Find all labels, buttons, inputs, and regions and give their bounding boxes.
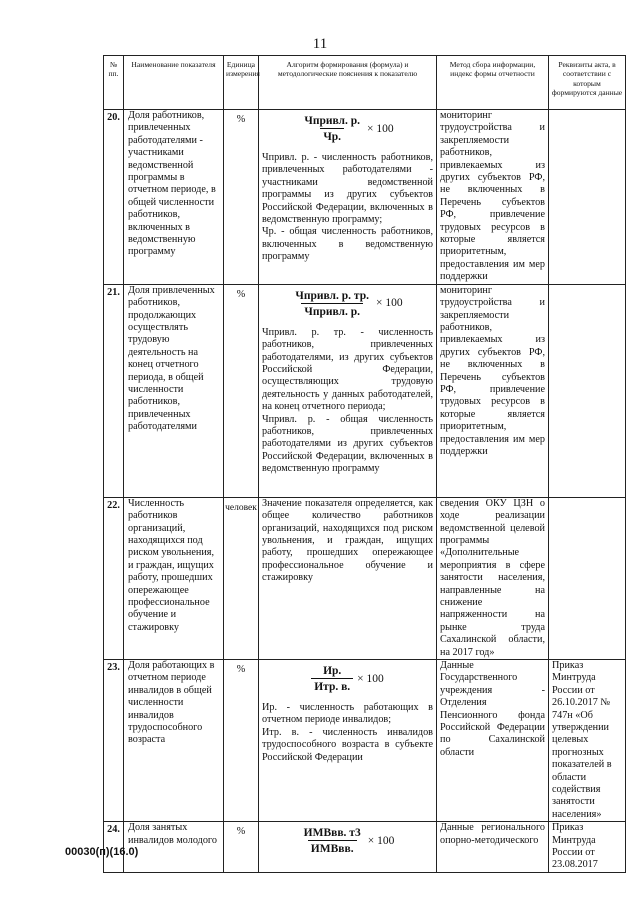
- formula-legend-item: Итр. в. - численность инвалидов трудоспособного возраста в субъекте Российской Федерации: [262, 726, 433, 763]
- act-details: [549, 110, 626, 285]
- formula-denominator: Итр. в.: [311, 678, 353, 694]
- indicator-unit: %: [224, 284, 259, 497]
- footer-code: 00030(п)(16.0): [65, 846, 139, 858]
- formula-denominator: ИМВвв.: [308, 840, 357, 856]
- formula: [262, 289, 433, 319]
- indicator-name: Численность работников организаций, находящихся под риском увольнения, и граждан, ищущих работу, прошедших опережающее профессиональное обучение и стажировку: [124, 497, 224, 659]
- collection-method: Данные Государственного учреждения - Отделения Пенсионного фонда Российской Федерации по Сахалинской области: [437, 659, 549, 821]
- formula-multiplier: × 100: [357, 672, 384, 685]
- row-number: 23.: [104, 659, 124, 821]
- indicator-name: Доля работников, привлеченных работодателями - участниками ведомственной программы в отчетном периоде, в общей численности работников, включенных в ведомственную программу: [124, 110, 224, 285]
- formula-denominator: Чпривл. р.: [301, 303, 363, 319]
- indicators-table: [103, 55, 626, 873]
- collection-method: Данные регионального опорно-методического: [437, 822, 549, 873]
- formula-multiplier: × 100: [375, 297, 403, 310]
- header-number: № пп.: [104, 56, 124, 110]
- row-number: 21.: [104, 284, 124, 497]
- indicator-unit: человек: [224, 497, 259, 659]
- page-number: 11: [312, 36, 328, 52]
- act-details: Приказ Минтруда России от 26.10.2017 № 747н «Об утверждении целевых прогнозных показателей в области содействия занятости населения»: [549, 659, 626, 821]
- act-details: [549, 284, 626, 497]
- act-details: Приказ Минтруда России от 23.08.2017: [549, 822, 626, 873]
- formula-legend-item: Ир. - численность работающих в отчетном периоде инвалидов;: [262, 701, 433, 726]
- indicator-unit: %: [224, 110, 259, 285]
- formula: [262, 664, 433, 694]
- header-method: Метод сбора информации, индекс формы отчетности: [437, 56, 549, 110]
- indicator-algorithm: [259, 284, 437, 497]
- formula-legend-item: Чр. - общая численность работников, включенных в ведомственную программу: [262, 226, 433, 263]
- header-name: Наименование показателя: [124, 56, 224, 110]
- collection-method: мониторинг трудоустройства и закрепляемости работников, привлекаемых из других субъектов РФ, не включенных в Перечень субъектов РФ, привлечение трудовых ресурсов в которые является приоритетным, предоставления им мер поддержки: [437, 110, 549, 285]
- formula: [262, 826, 433, 856]
- formula-numerator: Чпривл. р.: [304, 115, 360, 127]
- formula-numerator: Чпривл. р. тр.: [295, 289, 369, 302]
- indicator-name: Доля занятых инвалидов молодого: [124, 822, 224, 873]
- collection-method: мониторинг трудоустройства и закрепляемости работников, привлекаемых из других субъектов РФ, не включенных в Перечень субъектов РФ, привлечение трудовых ресурсов в которые является приоритетным, предоставления им мер поддержки: [437, 284, 549, 497]
- header-act: Реквизиты акта, в соответствии с которым формируются данные: [549, 56, 626, 110]
- formula: [262, 114, 433, 144]
- indicator-algorithm: Значение показателя определяется, как общее количество работников организаций, находящихся под риском увольнения, и граждан, ищущих работу, прошедших опережающее профессиональное обучение и стажировку: [259, 497, 437, 659]
- table-row: [104, 659, 626, 821]
- row-number: 24.: [104, 822, 124, 873]
- formula-denominator: Чр.: [320, 128, 344, 144]
- act-details: [549, 497, 626, 659]
- formula-legend-item: Чпривл. р. - общая численность работников, привлеченных работодателями из других субъектов Российской Федерации, включенных в ведомственную программу: [262, 413, 433, 475]
- collection-method: сведения ОКУ ЦЗН о ходе реализации ведомственной целевой программы «Дополнительные мероприятия в сфере занятости населения, направленные на снижение напряженности на рынке труда Сахалинской области, на 2017 год»: [437, 497, 549, 659]
- table-row: [104, 497, 626, 659]
- header-algorithm: Алгоритм формирования (формула) и методологические пояснения к показателю: [259, 56, 437, 110]
- formula-legend-item: Чпривл. р. тр. - численность работников, привлеченных работодателями, из других субъектов Российской Федерации, осуществляющих трудовую деятельность у данных работодателей, на конец отчетного периода;: [262, 326, 433, 413]
- indicator-unit: %: [224, 659, 259, 821]
- table-header-row: [104, 56, 626, 110]
- indicator-name: Доля работающих в отчетном периоде инвалидов в общей численности инвалидов трудоспособного возраста: [124, 659, 224, 821]
- row-number: 20.: [104, 110, 124, 285]
- table-row: [104, 284, 626, 497]
- formula-multiplier: × 100: [367, 122, 394, 135]
- indicator-name: Доля привлеченных работников, продолжающих осуществлять трудовую деятельность на конец отчетного периода, в общей численности работников, привлеченных работодателями: [124, 284, 224, 497]
- row-number: 22.: [104, 497, 124, 659]
- header-unit: Единица измерения: [224, 56, 259, 110]
- indicator-algorithm: [259, 822, 437, 873]
- formula-legend-item: Чпривл. р. - численность работников, привлеченных работодателями - участниками ведомственной программы из других субъектов Российской Федерации, включенных в ведомственную программу;: [262, 152, 433, 226]
- table-row: [104, 110, 626, 285]
- indicator-unit: %: [224, 822, 259, 873]
- table-row: [104, 822, 626, 873]
- formula-numerator: Ир.: [323, 664, 342, 677]
- formula-multiplier: × 100: [367, 835, 395, 848]
- formula-numerator: ИМВвв. т3: [303, 827, 361, 840]
- indicator-algorithm: [259, 659, 437, 821]
- indicator-algorithm: [259, 110, 437, 285]
